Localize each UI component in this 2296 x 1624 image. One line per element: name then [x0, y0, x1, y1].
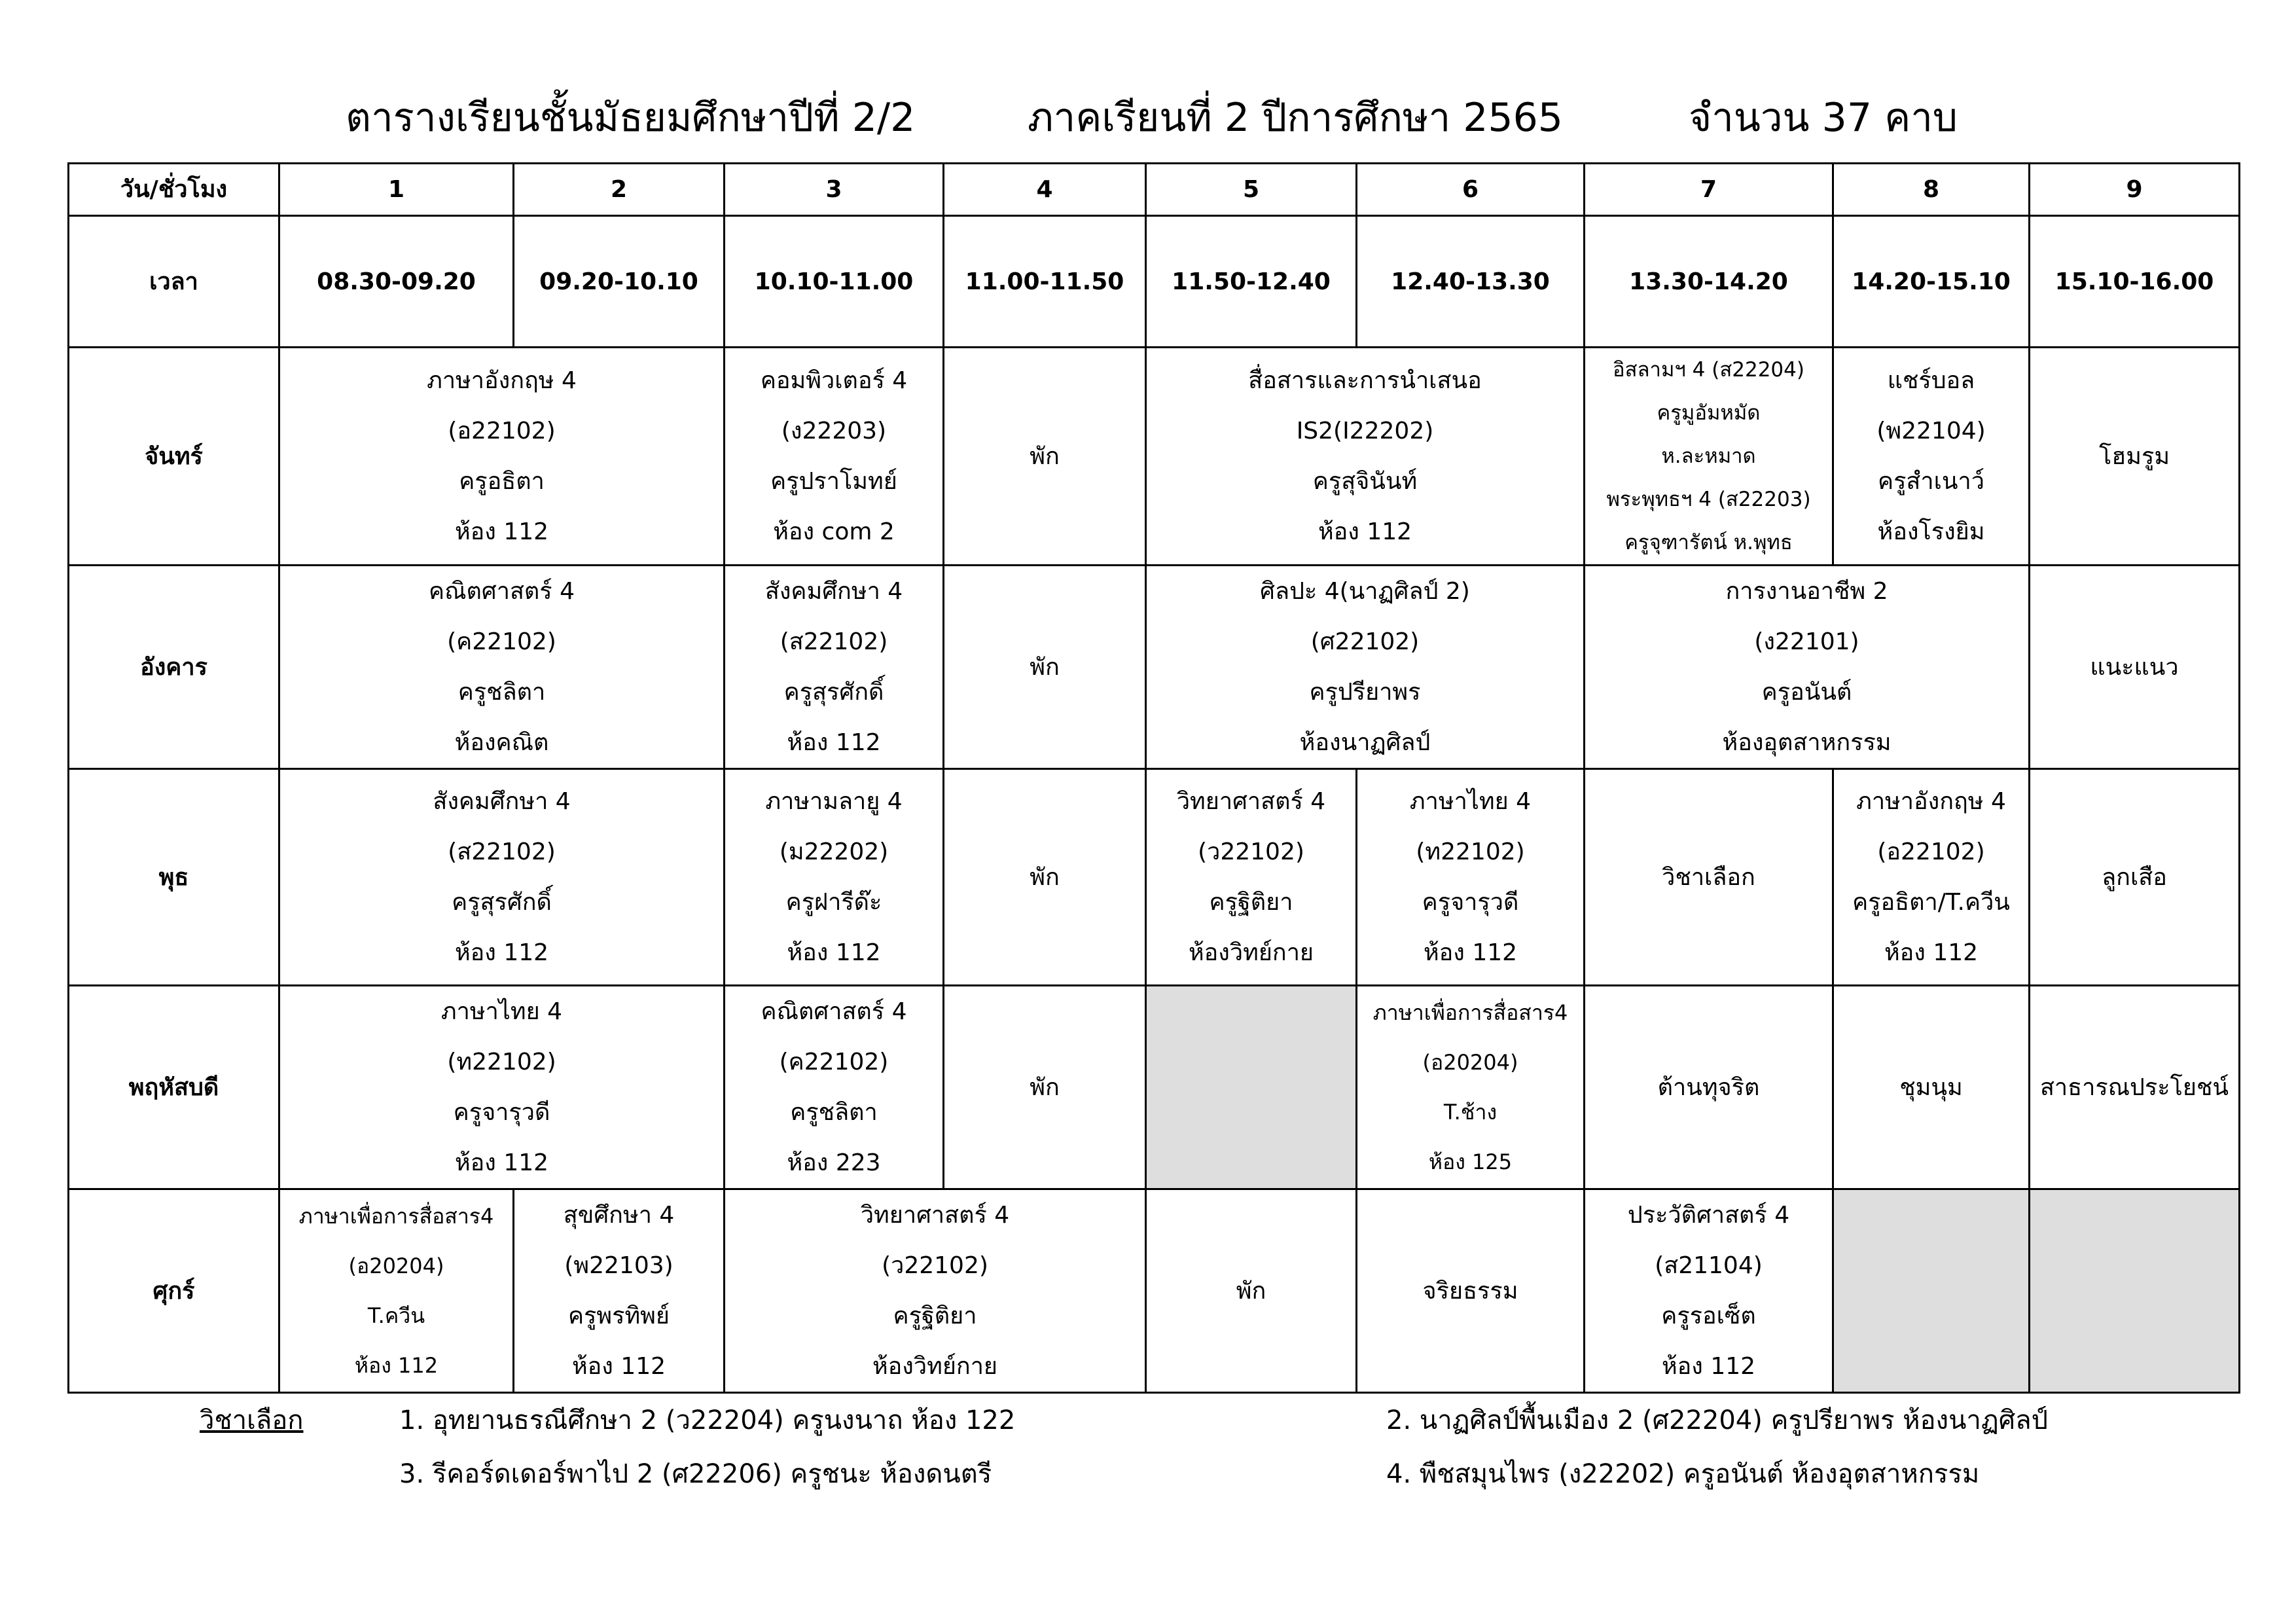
row-thursday — [69, 986, 2240, 1189]
subject-name: วิทยาศาสตร์ 4 — [860, 1202, 1010, 1229]
tue-math-cell — [279, 566, 725, 769]
room-name: ห้อง 223 — [787, 1149, 881, 1176]
thu-comm-cell — [1357, 986, 1585, 1189]
subject-code: (พ22104) — [1876, 418, 1986, 444]
room-name: ห้อง 125 — [1428, 1149, 1513, 1174]
fri-science-cell — [725, 1189, 1146, 1393]
time-1: 08.30-09.20 — [279, 216, 514, 348]
tue-social-cell — [725, 566, 944, 769]
mon-break-cell: พัก — [944, 348, 1146, 566]
thu-empty-cell — [1146, 986, 1357, 1189]
room-name: ห้อง 112 — [1661, 1353, 1756, 1380]
subject-code: (ส22102) — [448, 839, 556, 865]
period-1: 1 — [279, 164, 514, 216]
room-name: ห้อง 112 — [571, 1353, 666, 1380]
subject-code: (ท22102) — [447, 1049, 556, 1075]
teacher-islam: ครูมูอัมหมัด — [1657, 401, 1761, 425]
subject-name: วิทยาศาสตร์ 4 — [1176, 788, 1326, 815]
subject-code: (ค22102) — [447, 628, 556, 655]
subject-name: ภาษาไทย 4 — [1409, 788, 1532, 815]
subject-name: สังคมศึกษา 4 — [433, 788, 571, 815]
mon-homeroom-cell: โฮมรูม — [2030, 348, 2240, 566]
subject-name: แชร์บอล — [1887, 367, 1975, 394]
subject-name: ประวัติศาสตร์ 4 — [1627, 1202, 1790, 1229]
time-row — [69, 216, 2240, 348]
mon-computer-cell — [725, 348, 944, 566]
fri-ethics-cell: จริยธรรม — [1357, 1189, 1585, 1393]
header-row — [69, 164, 2240, 216]
timetable — [67, 162, 2240, 1394]
period-7: 7 — [1585, 164, 1833, 216]
wed-english-cell — [1833, 769, 2030, 986]
teacher-name: ครูจารุวดี — [453, 1099, 550, 1126]
room-islam: ห.ละหมาด — [1661, 444, 1756, 468]
room-name: ห้อง 112 — [787, 939, 881, 966]
thu-anticorruption-cell: ต้านทุจริต — [1585, 986, 1833, 1189]
teacher-name: ครูรอเซ็ต — [1661, 1303, 1756, 1329]
wed-scout-cell: ลูกเสือ — [2030, 769, 2240, 986]
subject-name: สังคมศึกษา 4 — [764, 578, 903, 605]
subject-name: ภาษาอังกฤษ 4 — [1856, 788, 2006, 815]
teacher-name: ครูสุจินันท์ — [1312, 468, 1418, 495]
fri-health-cell — [514, 1189, 725, 1393]
teacher-name: ครูปราโมทย์ — [770, 468, 897, 495]
day-friday: ศุกร์ — [69, 1189, 279, 1393]
wed-malay-cell — [725, 769, 944, 986]
fri-history-cell — [1585, 1189, 1833, 1393]
mon-religion-cell — [1585, 348, 1833, 566]
thu-public-cell: สาธารณประโยชน์ — [2030, 986, 2240, 1189]
subject-name: คณิตศาสตร์ 4 — [761, 998, 907, 1025]
thu-club-cell: ชุมนุม — [1833, 986, 2030, 1189]
period-5: 5 — [1146, 164, 1357, 216]
room-name: ห้อง com 2 — [773, 518, 895, 545]
teacher-name: ครูฝารีด๊ะ — [785, 889, 882, 916]
mon-english-cell — [279, 348, 725, 566]
subject-code: (ส22102) — [780, 628, 888, 655]
row-wednesday — [69, 769, 2240, 986]
elective-item-2: 2. นาฏศิลป์พื้นเมือง 2 (ศ22204) ครูปรียาพร ห้องนาฏศิลป์ — [1386, 1405, 2049, 1435]
room-name: ห้องวิทย์กาย — [1188, 939, 1314, 966]
subject-code: (ค22102) — [779, 1049, 889, 1075]
subject-name: ภาษามลายู 4 — [765, 788, 903, 815]
subject-name: สื่อสารและการนำเสนอ — [1248, 367, 1482, 394]
room-name: ห้องวิทย์กาย — [872, 1353, 998, 1380]
room-name: ห้อง 112 — [1423, 939, 1518, 966]
teacher-name: ครูชลิตา — [457, 679, 546, 706]
mon-is2-cell — [1146, 348, 1585, 566]
subject-code: (ม22202) — [779, 839, 889, 865]
fri-empty-cell-8 — [1833, 1189, 2030, 1393]
tue-break-cell: พัก — [944, 566, 1146, 769]
subject-name: ภาษาอังกฤษ 4 — [427, 367, 577, 394]
time-8: 14.20-15.10 — [1833, 216, 2030, 348]
teacher-name: ครูอนันต์ — [1761, 679, 1852, 706]
electives-label: วิชาเลือก — [200, 1405, 304, 1435]
time-2: 09.20-10.10 — [514, 216, 725, 348]
thu-break-cell: พัก — [944, 986, 1146, 1189]
room-name: ห้อง 112 — [454, 939, 549, 966]
subject-code: (อ20204) — [1422, 1050, 1518, 1075]
subject-name: คอมพิวเตอร์ 4 — [760, 367, 908, 394]
subject-code: (ส21104) — [1655, 1252, 1763, 1279]
subject-code: (ว22102) — [1198, 839, 1304, 865]
time-5: 11.50-12.40 — [1146, 216, 1357, 348]
subject-code: (อ22102) — [1877, 839, 1985, 865]
room-name: ห้อง 112 — [454, 518, 549, 545]
subject-name: สุขศึกษา 4 — [563, 1202, 675, 1229]
subject-code: (ศ22102) — [1310, 628, 1420, 655]
time-6: 12.40-13.30 — [1357, 216, 1585, 348]
period-3: 3 — [725, 164, 944, 216]
teacher-name: ครูอธิตา/T.ควีน — [1852, 889, 2010, 916]
teacher-name: ครูอธิตา — [459, 468, 545, 495]
subject-code: (ท22102) — [1416, 839, 1525, 865]
room-name: ห้อง 112 — [1318, 518, 1412, 545]
subject-name: ศิลปะ 4(นาฏศิลป์ 2) — [1260, 578, 1470, 605]
subject-name: ภาษาเพื่อการสื่อสาร4 — [1372, 1000, 1568, 1025]
day-wednesday: พุธ — [69, 769, 279, 986]
subject-name: การงานอาชีพ 2 — [1725, 578, 1888, 605]
room-name: ห้อง 112 — [454, 1149, 549, 1176]
corner-cell: วัน/ชั่วโมง — [69, 164, 279, 216]
subject-code: (อ20204) — [348, 1254, 444, 1278]
teacher-name: ครูปรียาพร — [1309, 679, 1421, 706]
row-friday — [69, 1189, 2240, 1393]
room-name: ห้องนาฏศิลป์ — [1299, 729, 1431, 756]
period-4: 4 — [944, 164, 1146, 216]
wed-break-cell: พัก — [944, 769, 1146, 986]
wed-elective-cell: วิชาเลือก — [1585, 769, 1833, 986]
teacher-name: ครูสุรศักดิ์ — [783, 679, 884, 706]
subject-code: (ง22101) — [1754, 628, 1859, 655]
subject-code: (ว22102) — [882, 1252, 988, 1279]
title-class: ตารางเรียนชั้นมัธยมศึกษาปีที่ 2/2 — [346, 95, 916, 141]
period-9: 9 — [2030, 164, 2240, 216]
title-period-count: จำนวน 37 คาบ — [1689, 95, 1958, 141]
teacher-name: T.ควีน — [367, 1303, 425, 1328]
day-monday: จันทร์ — [69, 348, 279, 566]
subject-name: ภาษาไทย 4 — [440, 998, 563, 1025]
room-name: ห้องคณิต — [454, 729, 549, 756]
schedule-title — [0, 85, 2296, 151]
fri-break-cell: พัก — [1146, 1189, 1357, 1393]
thu-thai-cell — [279, 986, 725, 1189]
elective-item-4: 4. พืชสมุนไพร (ง22202) ครูอนันต์ ห้องอุตสาหกรรม — [1386, 1459, 1980, 1489]
tue-career-cell — [1585, 566, 2030, 769]
teacher-name: ครูฐิติยา — [1209, 889, 1293, 916]
room-name: ห้อง 112 — [1884, 939, 1979, 966]
subject-code: (ง22203) — [781, 418, 887, 444]
teacher-name: ครูสุรศักดิ์ — [452, 889, 552, 916]
subject-code: IS2(I22202) — [1296, 418, 1434, 444]
time-7: 13.30-14.20 — [1585, 216, 1833, 348]
teacher-name: T.ช้าง — [1443, 1100, 1498, 1125]
day-thursday: พฤหัสบดี — [69, 986, 279, 1189]
teacher-name: ครูจารุวดี — [1422, 889, 1519, 916]
subject-code: (พ22103) — [564, 1252, 673, 1279]
subject-islam: อิสลามฯ 4 (ส22204) — [1613, 358, 1804, 382]
room-name: ห้องอุตสาหกรรม — [1722, 729, 1892, 756]
subject-name: ภาษาเพื่อการสื่อสาร4 — [298, 1204, 494, 1229]
teacher-name: ครูสำเนาว์ — [1878, 468, 1984, 495]
day-tuesday: อังคาร — [69, 566, 279, 769]
period-8: 8 — [1833, 164, 2030, 216]
teacher-name: ครูฐิติยา — [893, 1303, 977, 1329]
tue-art-cell — [1146, 566, 1585, 769]
mon-sepak-cell — [1833, 348, 2030, 566]
teacher-name: ครูชลิตา — [790, 1099, 878, 1126]
elective-item-1: 1. อุทยานธรณีศึกษา 2 (ว22204) ครูนงนาถ ห้อง 122 — [399, 1405, 1016, 1435]
subject-code: (อ22102) — [448, 418, 556, 444]
elective-item-3: 3. รีคอร์ดเดอร์พาไป 2 (ศ22206) ครูชนะ ห้องดนตรี — [399, 1459, 992, 1489]
time-label: เวลา — [69, 216, 279, 348]
room-name: ห้อง 112 — [354, 1353, 439, 1378]
title-semester: ภาคเรียนที่ 2 ปีการศึกษา 2565 — [1028, 95, 1563, 141]
time-3: 10.10-11.00 — [725, 216, 944, 348]
thu-math-cell — [725, 986, 944, 1189]
fri-empty-cell-9 — [2030, 1189, 2240, 1393]
period-2: 2 — [514, 164, 725, 216]
row-tuesday — [69, 566, 2240, 769]
teacher-buddhism: ครูจุฑารัตน์ ห.พุทธ — [1624, 531, 1793, 554]
fri-comm-cell — [279, 1189, 514, 1393]
subject-buddhism: พระพุทธฯ 4 (ส22203) — [1606, 488, 1811, 511]
teacher-name: ครูพรทิพย์ — [567, 1303, 670, 1329]
subject-name: คณิตศาสตร์ 4 — [429, 578, 575, 605]
row-monday — [69, 348, 2240, 566]
time-9: 15.10-16.00 — [2030, 216, 2240, 348]
time-4: 11.00-11.50 — [944, 216, 1146, 348]
period-6: 6 — [1357, 164, 1585, 216]
room-name: ห้อง 112 — [787, 729, 881, 756]
tue-guidance-cell: แนะแนว — [2030, 566, 2240, 769]
wed-science-cell — [1146, 769, 1357, 986]
wed-social-cell — [279, 769, 725, 986]
room-name: ห้องโรงยิม — [1877, 518, 1985, 545]
wed-thai-cell — [1357, 769, 1585, 986]
